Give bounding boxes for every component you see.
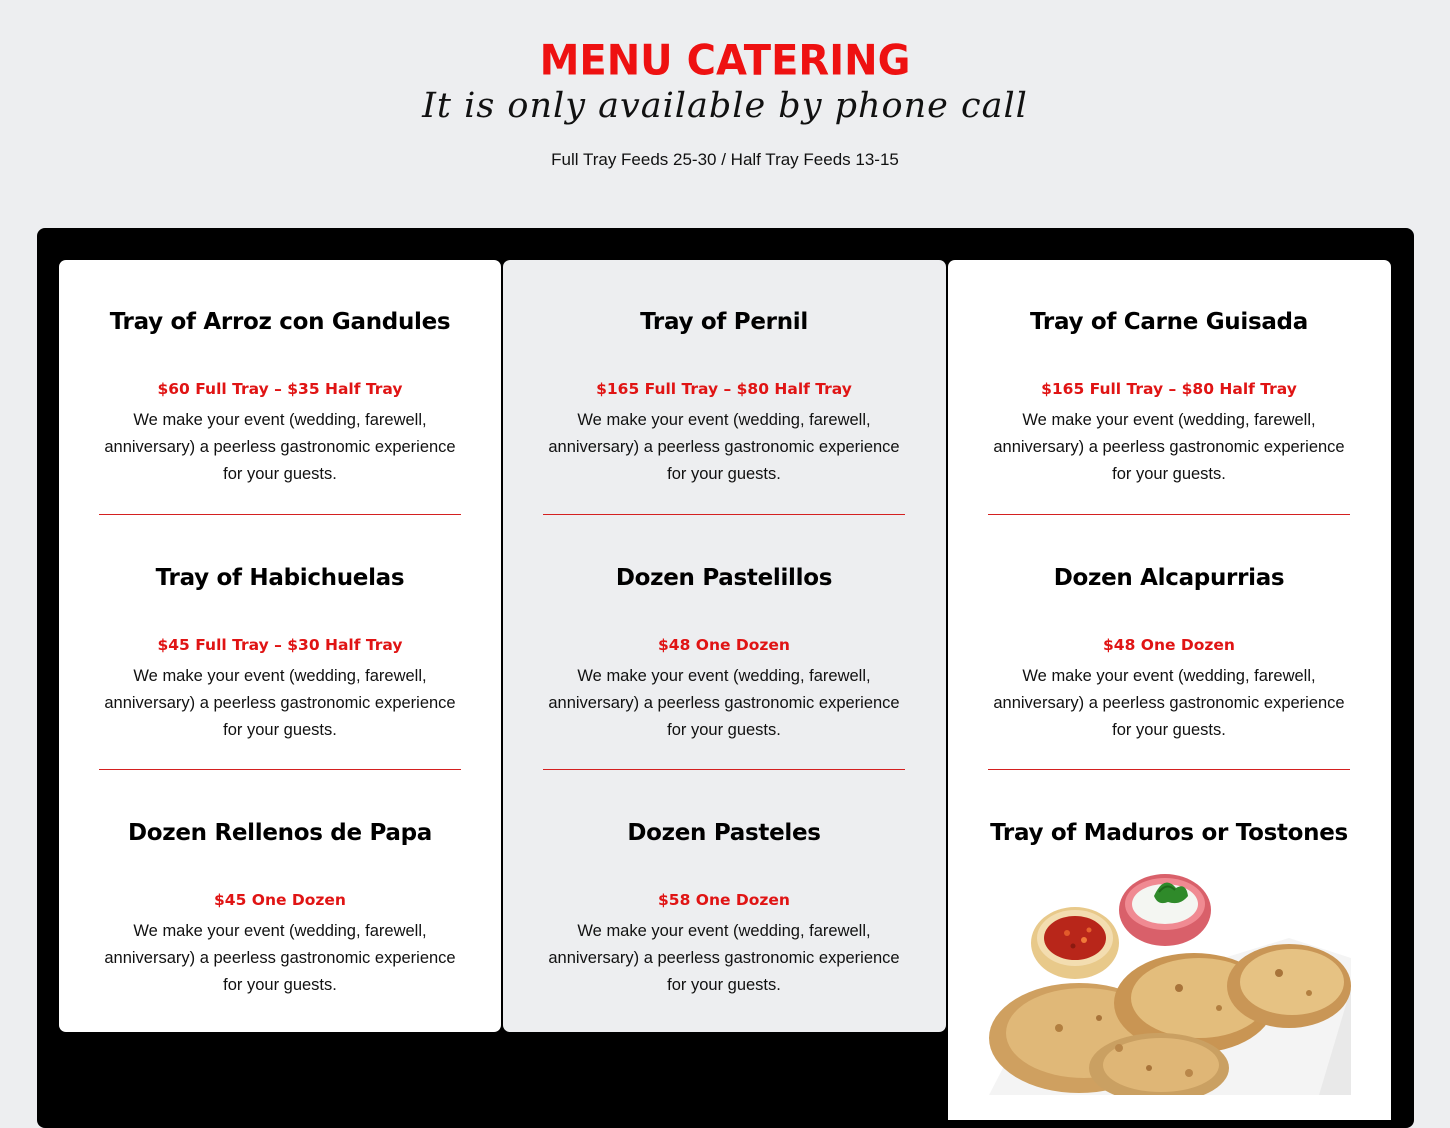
item-divider [99,769,461,770]
item-description: We make your event (wedding, farewell, anniversary) a peerless gastronomic experience for your guests. [548,411,900,483]
tostones-photo-icon [989,868,1351,1095]
item-title: Dozen Pasteles [627,820,821,846]
item-title: Tray of Habichuelas [155,565,405,591]
item-description: We make your event (wedding, farewell, anniversary) a peerless gastronomic experience for your guests. [104,667,456,739]
item-price: $165 Full Tray – $80 Half Tray [596,380,852,398]
page-title: MENU CATERING [539,36,911,86]
menu-item [503,516,945,772]
menu-item [503,771,945,1027]
menu-item [948,771,1390,861]
item-price: $60 Full Tray – $35 Half Tray [157,380,403,398]
feeds-note: Full Tray Feeds 25-30 / Half Tray Feeds 13-15 [551,150,899,169]
item-title: Tray of Arroz con Gandules [109,309,451,335]
item-price: $48 One Dozen [1103,636,1235,654]
item-price: $48 One Dozen [658,636,790,654]
item-description: We make your event (wedding, farewell, anniversary) a peerless gastronomic experience for your guests. [104,922,456,994]
tostones-illustration [989,868,1351,1095]
item-title: Dozen Alcapurrias [1053,565,1285,591]
item-description: We make your event (wedding, farewell, anniversary) a peerless gastronomic experience for your guests. [993,411,1345,483]
menu-item [59,771,501,1027]
item-description: We make your event (wedding, farewell, anniversary) a peerless gastronomic experience for your guests. [548,667,900,739]
item-title: Dozen Rellenos de Papa [127,820,433,846]
item-description: We make your event (wedding, farewell, anniversary) a peerless gastronomic experience for your guests. [993,667,1345,739]
item-divider [988,514,1350,515]
item-title: Tray of Maduros or Tostones [990,820,1348,846]
menu-item [59,260,501,516]
menu-item [948,516,1390,772]
item-price: $45 Full Tray – $30 Half Tray [157,636,403,654]
item-description: We make your event (wedding, farewell, anniversary) a peerless gastronomic experience for your guests. [104,411,456,483]
menu-item [948,260,1390,516]
item-divider [543,769,905,770]
item-title: Tray of Pernil [640,309,808,335]
item-divider [988,769,1350,770]
item-title: Tray of Carne Guisada [1030,309,1308,335]
item-price: $165 Full Tray – $80 Half Tray [1041,380,1297,398]
menu-item [503,260,945,516]
item-title: Dozen Pastelillos [615,565,833,591]
item-description: We make your event (wedding, farewell, anniversary) a peerless gastronomic experience for your guests. [548,922,900,994]
item-price: $58 One Dozen [658,891,790,909]
page-subtitle: It is only available by phone call [422,86,1028,126]
menu-item [59,516,501,772]
item-divider [99,514,461,515]
item-price: $45 One Dozen [214,891,346,909]
item-divider [543,514,905,515]
